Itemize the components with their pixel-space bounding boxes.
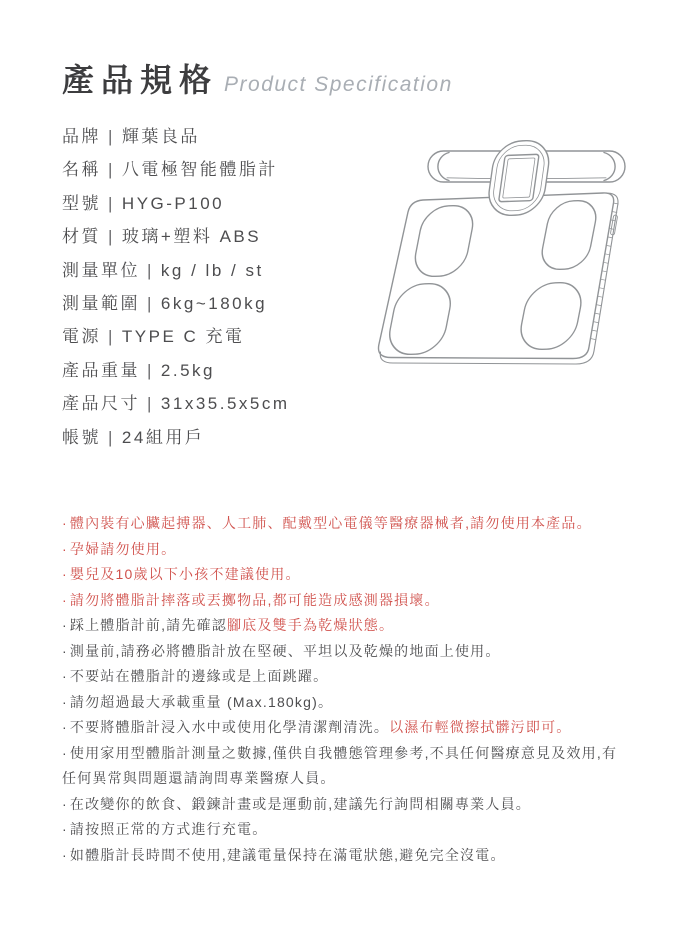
notice-text: 在改變你的飲食、鍛鍊計畫或是運動前,建議先行詢問相關專業人員。 xyxy=(69,795,531,812)
notice-text: 請按照正常的方式進行充電。 xyxy=(69,821,268,837)
notice-item xyxy=(62,715,628,741)
notice-text-warning: 腳底及雙手為乾燥狀態。 xyxy=(226,617,395,633)
bullet-dot: · xyxy=(62,693,68,710)
spec-label: 帳號 xyxy=(62,427,101,447)
spec-list xyxy=(62,120,290,454)
spec-row xyxy=(62,187,290,220)
scale-platform xyxy=(378,193,618,364)
spec-value: HYG-P100 xyxy=(121,193,225,213)
notice-item xyxy=(62,792,628,818)
spec-label: 測量範圍 xyxy=(62,293,140,313)
notice-item xyxy=(62,664,628,690)
notice-text-warning: 以濕布輕微擦拭髒污即可。 xyxy=(389,719,572,735)
page-title xyxy=(62,60,453,100)
notice-text: 不要將體脂計浸入水中或使用化學清潔劑清洗。 xyxy=(69,719,390,735)
spec-value: 2.5kg xyxy=(160,360,216,380)
notice-text: 如體脂計長時間不使用,建議電量保持在滿電狀態,避免完全沒電。 xyxy=(69,846,506,863)
bullet-dot: · xyxy=(62,719,68,735)
spec-separator: | xyxy=(147,360,154,380)
notice-item xyxy=(62,537,628,563)
notice-item xyxy=(62,562,628,588)
bullet-dot: · xyxy=(62,668,68,684)
page-title-en: Product Specification xyxy=(224,73,453,96)
spec-value: kg / lb / st xyxy=(160,260,264,280)
spec-label: 品牌 xyxy=(62,127,101,146)
notice-text-warning: 體內裝有心臟起搏器、人工肺、配戴型心電儀等醫療器械者,請勿使用本產品。 xyxy=(69,515,592,531)
spec-separator: | xyxy=(108,227,115,247)
notice-text: 不要站在體脂計的邊緣或是上面跳躍。 xyxy=(69,668,329,684)
spec-value: 6kg~180kg xyxy=(160,293,268,313)
spec-label: 產品重量 xyxy=(62,360,140,380)
bullet-dot: · xyxy=(62,617,68,633)
spec-value: 輝葉良品 xyxy=(121,127,200,146)
spec-value: 31x35.5x5cm xyxy=(160,394,290,414)
notice-text-warning: 嬰兒及10歲以下小孩不建議使用。 xyxy=(69,566,301,582)
spec-label: 型號 xyxy=(62,193,101,213)
spec-separator: | xyxy=(147,260,154,280)
scale-line-art-svg xyxy=(363,139,665,373)
spec-row xyxy=(62,354,290,387)
bullet-dot: · xyxy=(62,566,68,582)
scale-electrode-pads xyxy=(385,200,599,355)
spec-label: 材質 xyxy=(62,227,101,247)
spec-separator: | xyxy=(147,293,154,313)
page-title-zh: 產品規格 xyxy=(62,62,219,98)
spec-row xyxy=(62,421,290,454)
spec-value: 玻璃+塑料 ABS xyxy=(121,227,262,247)
spec-separator: | xyxy=(108,427,115,447)
bullet-dot: · xyxy=(62,591,68,608)
notice-text-warning: 孕婦請勿使用。 xyxy=(69,540,177,557)
notice-item xyxy=(62,613,628,639)
notice-text: 請勿超過最大承載重量 (Max.180kg)。 xyxy=(69,693,334,710)
bullet-dot: · xyxy=(62,846,68,863)
notice-text: 測量前,請務必將體脂計放在堅硬、平坦以及乾燥的地面上使用。 xyxy=(69,642,501,659)
notice-list xyxy=(62,511,628,868)
notice-item xyxy=(62,817,628,843)
bullet-dot: · xyxy=(62,821,68,837)
spec-separator: | xyxy=(108,127,115,146)
spec-label: 測量單位 xyxy=(62,260,140,280)
bullet-dot: · xyxy=(62,642,68,659)
notice-text: 使用家用型體脂計測量之數據,僅供自我體態管理參考,不具任何醫療意見及效用,有任何異常與問題還請詢問專業醫療人員。 xyxy=(62,744,618,786)
spec-separator: | xyxy=(108,193,115,213)
spec-separator: | xyxy=(108,327,115,347)
notice-item xyxy=(62,690,628,716)
bullet-dot: · xyxy=(62,515,68,531)
notice-item xyxy=(62,741,628,792)
spec-value: 24組用戶 xyxy=(121,427,205,447)
bullet-dot: · xyxy=(62,540,68,557)
notice-item xyxy=(62,588,628,614)
spec-row xyxy=(62,254,290,287)
notice-text-warning: 請勿將體脂計摔落或丟擲物品,都可能造成感測器損壞。 xyxy=(69,591,440,608)
spec-value: 八電極智能體脂計 xyxy=(121,160,278,180)
spec-label: 電源 xyxy=(62,327,101,347)
spec-row xyxy=(62,387,290,420)
spec-row xyxy=(62,320,290,353)
bullet-dot: · xyxy=(62,744,68,761)
spec-row xyxy=(62,120,290,153)
spec-row xyxy=(62,220,290,253)
bullet-dot: · xyxy=(62,795,68,812)
notice-item xyxy=(62,843,628,869)
notice-item xyxy=(62,511,628,537)
spec-separator: | xyxy=(108,160,115,180)
notice-item xyxy=(62,639,628,665)
spec-row xyxy=(62,153,290,186)
spec-separator: | xyxy=(147,394,154,414)
spec-label: 產品尺寸 xyxy=(62,394,140,414)
body-fat-scale-illustration xyxy=(363,139,665,373)
spec-label: 名稱 xyxy=(62,160,101,180)
notice-text: 踩上體脂計前,請先確認 xyxy=(69,617,227,633)
spec-row xyxy=(62,287,290,320)
spec-value: TYPE C 充電 xyxy=(121,327,245,347)
